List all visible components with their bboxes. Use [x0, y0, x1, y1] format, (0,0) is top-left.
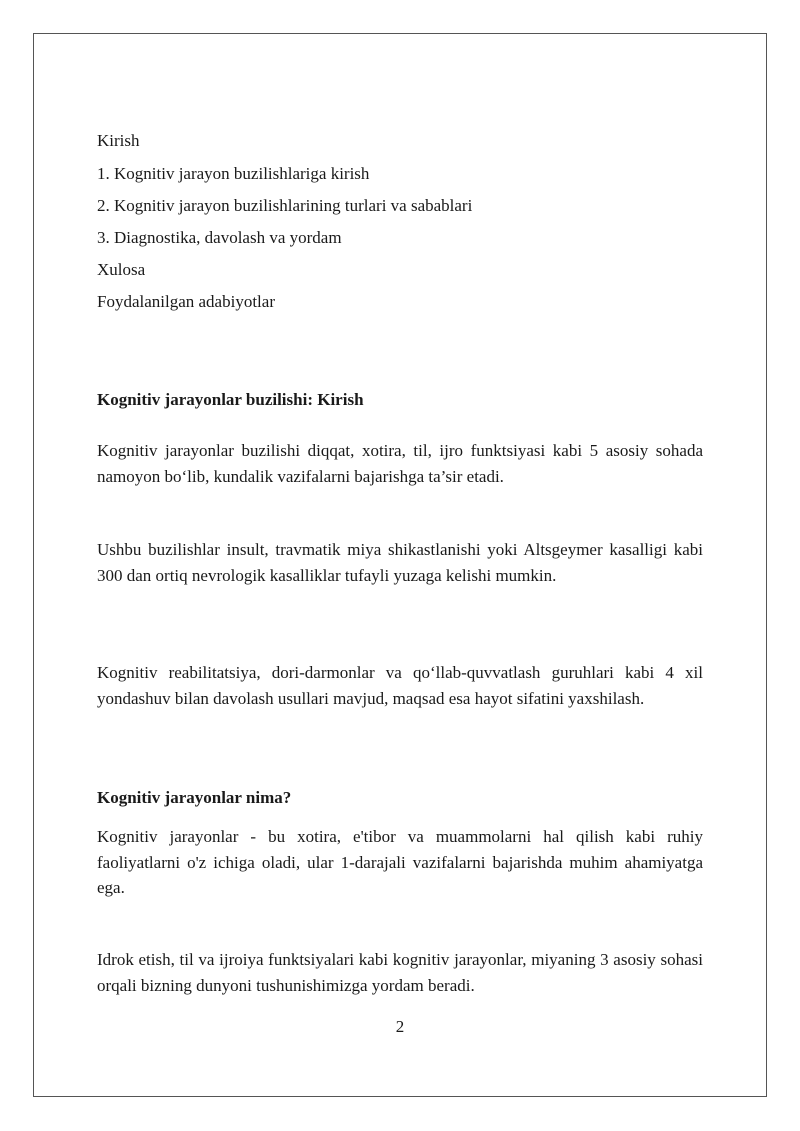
toc-item-intro: Kirish — [97, 131, 140, 150]
paragraph: Kognitiv jarayonlar buzilishi diqqat, xotira, til, ijro funktsiyasi kabi 5 asosiy sohada namoyon bo‘lib, kundalik vazifalarni bajarishga ta’sir etadi. — [97, 441, 703, 486]
page-number: 2 — [395, 1017, 405, 1036]
section-heading-intro: Kognitiv jarayonlar buzilishi: Kirish — [97, 390, 364, 409]
toc-item-references: Foydalanilgan adabiyotlar — [97, 292, 275, 311]
paragraph: Ushbu buzilishlar insult, travmatik miya shikastlanishi yoki Altsgeymer kasalligi kabi 300 dan ortiq nevrologik kasalliklar tufayli yuzaga kelishi mumkin. — [97, 540, 703, 585]
toc-item-1: 1. Kognitiv jarayon buzilishlariga kirish — [97, 164, 370, 183]
section-heading-what-are: Kognitiv jarayonlar nima? — [97, 788, 292, 807]
paragraph: Kognitiv jarayonlar - bu xotira, e'tibor va muammolarni hal qilish kabi ruhiy faoliyatlarni o'z ichiga oladi, ular 1-darajali vazifalarni bajarishda muhim ahamiyatga ega. — [97, 827, 703, 897]
toc-item-3: 3. Diagnostika, davolash va yordam — [97, 228, 342, 247]
toc-item-conclusion: Xulosa — [97, 260, 146, 279]
paragraph: Kognitiv reabilitatsiya, dori-darmonlar va qo‘llab-quvvatlash guruhlari kabi 4 xil yondashuv bilan davolash usullari mavjud, maqsad esa hayot sifatini yaxshilash. — [97, 663, 703, 708]
toc-item-2: 2. Kognitiv jarayon buzilishlarining turlari va sabablari — [97, 196, 473, 215]
paragraph: Idrok etish, til va ijroiya funktsiyalari kabi kognitiv jarayonlar, miyaning 3 asosiy sohasi orqali bizning dunyoni tushunishimizga yordam beradi. — [97, 950, 703, 995]
